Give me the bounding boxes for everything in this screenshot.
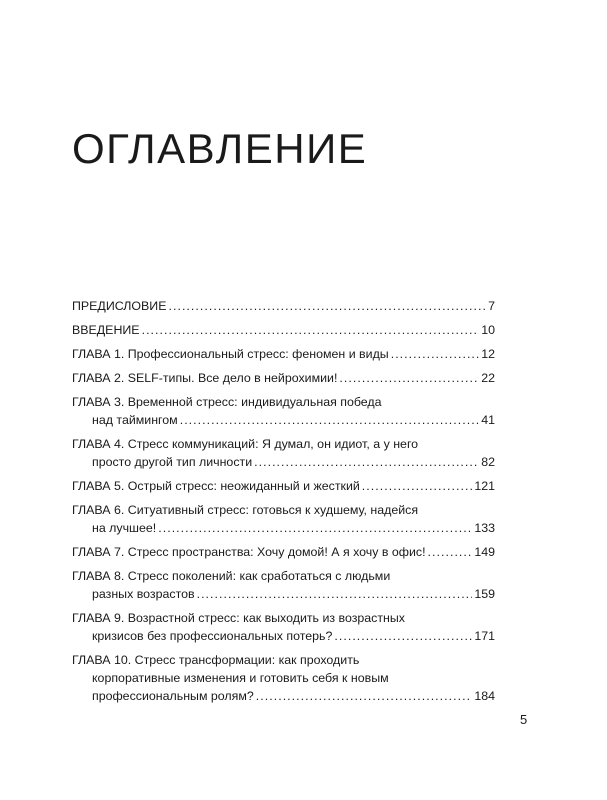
- toc-entry-title-line: просто другой тип личности: [92, 455, 253, 469]
- toc-entry-title-line: профессиональным ролям?: [92, 689, 254, 703]
- dot-leader: [428, 543, 473, 561]
- toc-entry[interactable]: [72, 609, 495, 645]
- toc-entry-title-line: ПРЕДИСЛОВИЕ: [72, 299, 167, 313]
- table-of-contents: [72, 297, 495, 711]
- toc-entry-title-line: над таймингом: [92, 413, 178, 427]
- toc-entry-title-line: ВВЕДЕНИЕ: [72, 323, 140, 337]
- toc-entry-row: [72, 369, 495, 387]
- page-number: 5: [520, 712, 528, 727]
- toc-page-number: 82: [481, 455, 495, 469]
- toc-page-number: 159: [474, 587, 495, 601]
- toc-entry-title-line: разных возрастов: [92, 587, 195, 601]
- toc-entry-row: [72, 411, 495, 429]
- toc-entry-row: [72, 627, 495, 645]
- toc-entry-title-line: ГЛАВА 2. SELF-типы. Все дело в нейрохимии!: [72, 371, 338, 385]
- dot-leader: [391, 345, 480, 363]
- toc-page-number: 133: [474, 521, 495, 535]
- dot-leader: [142, 321, 480, 339]
- toc-page-number: 149: [474, 545, 495, 559]
- dot-leader: [158, 519, 472, 537]
- toc-entry[interactable]: [72, 393, 495, 429]
- toc-page-number: 22: [481, 371, 495, 385]
- dot-leader: [254, 453, 479, 471]
- toc-entry-title-line: ГЛАВА 3. Временной стресс: индивидуальная победа: [72, 395, 382, 409]
- dot-leader: [256, 687, 473, 705]
- dot-leader: [197, 585, 473, 603]
- toc-entry-row: [72, 345, 495, 363]
- toc-entry[interactable]: [72, 435, 495, 471]
- toc-page-number: 7: [488, 299, 495, 313]
- toc-page-number: 171: [474, 629, 495, 643]
- toc-page-number: 184: [474, 689, 495, 703]
- toc-page-number: 12: [481, 347, 495, 361]
- toc-entry-title-line: ГЛАВА 6. Ситуативный стресс: готовься к худшему, надейся: [72, 503, 419, 517]
- toc-entry[interactable]: [72, 543, 495, 561]
- toc-page-number: 10: [481, 323, 495, 337]
- toc-entry[interactable]: [72, 567, 495, 603]
- toc-entry-title-line: ГЛАВА 9. Возрастной стресс: как выходить из возрастных: [72, 611, 405, 625]
- toc-entry[interactable]: [72, 369, 495, 387]
- toc-entry[interactable]: [72, 321, 495, 339]
- dot-leader: [339, 369, 479, 387]
- toc-entry-row: [72, 585, 495, 603]
- dot-leader: [168, 297, 486, 315]
- dot-leader: [362, 477, 473, 495]
- toc-entry-title-line: ГЛАВА 1. Профессиональный стресс: феномен и виды: [72, 347, 389, 361]
- page-title: ОГЛАВЛЕНИЕ: [72, 125, 368, 172]
- dot-leader: [180, 411, 480, 429]
- toc-entry[interactable]: [72, 651, 495, 705]
- toc-entry-row: [72, 297, 495, 315]
- toc-entry-title-line: корпоративные изменения и готовить себя к новым: [92, 671, 389, 685]
- toc-entry-title-line: ГЛАВА 10. Стресс трансформации: как проходить: [72, 653, 360, 667]
- toc-entry-title-line: на лучшее!: [92, 521, 157, 535]
- toc-entry-title-line: ГЛАВА 8. Стресс поколений: как сработаться с людьми: [72, 569, 391, 583]
- toc-entry-row: [72, 543, 495, 561]
- toc-page-number: 121: [474, 479, 495, 493]
- toc-entry[interactable]: [72, 477, 495, 495]
- dot-leader: [334, 627, 472, 645]
- toc-entry-row: [72, 687, 495, 705]
- toc-entry[interactable]: [72, 501, 495, 537]
- toc-entry-title-line: ГЛАВА 4. Стресс коммуникаций: Я думал, он идиот, а у него: [72, 437, 419, 451]
- toc-page-number: 41: [481, 413, 495, 427]
- toc-entry-row: [72, 519, 495, 537]
- toc-entry-row: [72, 453, 495, 471]
- toc-entry-title-line: ГЛАВА 5. Острый стресс: неожиданный и жесткий: [72, 479, 360, 493]
- toc-entry-title-line: кризисов без профессиональных потерь?: [92, 629, 333, 643]
- toc-entry-row: [72, 477, 495, 495]
- toc-entry[interactable]: [72, 345, 495, 363]
- toc-entry[interactable]: [72, 297, 495, 315]
- toc-entry-row: [72, 321, 495, 339]
- toc-entry-title-line: ГЛАВА 7. Стресс пространства: Хочу домой! А я хочу в офис!: [72, 545, 426, 559]
